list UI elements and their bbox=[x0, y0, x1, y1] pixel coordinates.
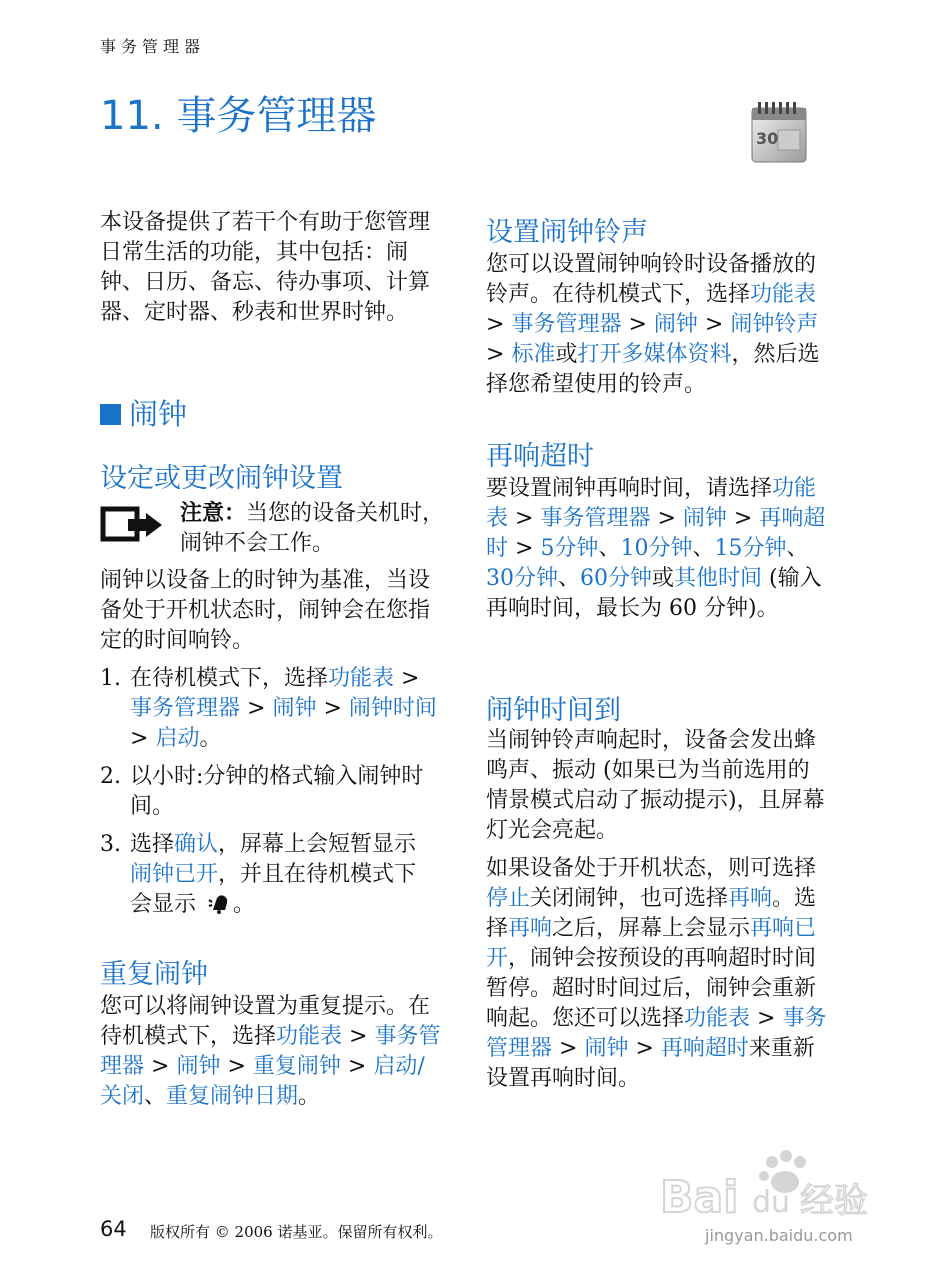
link-15min[interactable]: 15分钟 bbox=[714, 536, 787, 561]
step-number: 1. bbox=[100, 666, 121, 691]
step-number: 3. bbox=[100, 832, 121, 857]
heading-set-alarm: 设定或更改闹钟设置 bbox=[100, 463, 343, 494]
link-10min[interactable]: 10分钟 bbox=[620, 536, 693, 561]
link-repeat-alarm[interactable]: 重复闹钟 bbox=[252, 1054, 341, 1079]
link-alarm-on[interactable]: 闹钟已开 bbox=[130, 862, 219, 887]
heading-ringtone: 设置闹钟铃声 bbox=[486, 217, 648, 248]
link-snooze-on[interactable]: 再响已开 bbox=[486, 916, 817, 971]
alarm-time-paragraph-2: 如果设备处于开机状态，则可选择停止关闭闹钟，也可选择再响。选择再响之后，屏幕上会显示再响已开，闹钟会按预设的再响超时时间暂停。超时时间过后，闹钟会重新响起。您还可以选择功能表 > 事务管理器 > 闹钟 > 再响超时来重新设置再响时间。 bbox=[486, 856, 827, 1091]
running-header: 事务管理器 bbox=[100, 37, 206, 56]
link-open-gallery[interactable]: 打开多媒体资料 bbox=[577, 342, 732, 367]
heading-repeat-alarm: 重复闹钟 bbox=[100, 959, 208, 990]
link-alarm[interactable]: 闹钟 bbox=[272, 696, 317, 721]
alarm-bell-icon bbox=[207, 894, 233, 914]
link-menu[interactable]: 功能表 bbox=[328, 666, 395, 691]
alarm-time-paragraph-1: 当闹钟铃声响起时，设备会发出蜂鸣声、振动 (如果已为当前选用的情景模式启动了振动提示)，且屏幕灯光会亮起。 bbox=[486, 728, 825, 843]
page-number: 64 bbox=[100, 1217, 127, 1241]
calendar-icon bbox=[748, 100, 812, 166]
link-stop[interactable]: 停止 bbox=[486, 886, 531, 911]
link-organizer[interactable]: 事务管理器 bbox=[100, 1024, 441, 1079]
alarm-basis-paragraph: 闹钟以设备上的时钟为基准，当设备处于开机状态时，闹钟会在您指定的时间响铃。 bbox=[100, 568, 431, 653]
link-start-close[interactable]: 启动/关闭 bbox=[100, 1054, 425, 1109]
link-menu[interactable]: 功能表 bbox=[486, 476, 817, 531]
ringtone-paragraph: 您可以设置闹钟响铃时设备播放的铃声。在待机模式下，选择功能表 > 事务管理器 > 闹钟 > 闹钟铃声 > 标准或打开多媒体资料，然后选择您希望使用的铃声。 bbox=[486, 252, 820, 397]
svg-text:经验: 经验 bbox=[800, 1181, 868, 1221]
svg-text:du: du bbox=[752, 1185, 791, 1220]
note-hand-icon bbox=[100, 505, 164, 545]
section-heading-alarm: 闹钟 bbox=[100, 392, 187, 433]
chapter-title: 11. 事务管理器 bbox=[100, 93, 377, 139]
step-2: 以小时:分钟的格式输入闹钟时间。 bbox=[130, 764, 424, 819]
link-standard[interactable]: 标准 bbox=[511, 342, 556, 367]
svg-text:30: 30 bbox=[756, 129, 779, 148]
link-snooze[interactable]: 再响 bbox=[508, 916, 553, 941]
link-alarm[interactable]: 闹钟 bbox=[682, 506, 727, 531]
link-snooze[interactable]: 再响 bbox=[728, 886, 773, 911]
heading-snooze: 再响超时 bbox=[486, 441, 594, 472]
link-organizer[interactable]: 事务管理器 bbox=[486, 1006, 827, 1061]
link-start[interactable]: 启动 bbox=[155, 726, 200, 751]
link-other-time[interactable]: 其他时间 bbox=[674, 566, 763, 591]
link-alarm[interactable]: 闹钟 bbox=[584, 1036, 629, 1061]
heading-square-icon bbox=[100, 404, 121, 425]
watermark-url: jingyan.baidu.com bbox=[705, 1226, 853, 1245]
intro-paragraph: 本设备提供了若干个有助于您管理日常生活的功能，其中包括：闹钟、日历、备忘、待办事项、计算器、定时器、秒表和世界时钟。 bbox=[100, 210, 431, 325]
link-30min[interactable]: 30分钟 bbox=[486, 566, 558, 591]
link-alarm-time[interactable]: 闹钟时间 bbox=[348, 696, 437, 721]
step-1: 在待机模式下，选择功能表 > 事务管理器 > 闹钟 > 闹钟时间 > 启动。 bbox=[130, 666, 437, 751]
step-3: 选择确认，屏幕上会短暂显示闹钟已开，并且在待机模式下会显示 。 bbox=[130, 832, 417, 917]
copyright: 版权所有 © 2006 诺基亚。保留所有权利。 bbox=[150, 1223, 443, 1241]
link-organizer[interactable]: 事务管理器 bbox=[511, 312, 622, 337]
link-confirm[interactable]: 确认 bbox=[174, 832, 219, 857]
link-repeat-days[interactable]: 重复闹钟日期 bbox=[166, 1084, 299, 1109]
link-alarm[interactable]: 闹钟 bbox=[176, 1054, 221, 1079]
note-label: 注意： bbox=[180, 500, 247, 526]
step-number: 2. bbox=[100, 764, 121, 789]
link-alarm-tone[interactable]: 闹钟铃声 bbox=[730, 312, 819, 337]
link-organizer[interactable]: 事务管理器 bbox=[130, 696, 241, 721]
link-snooze-timeout[interactable]: 再响超时 bbox=[486, 506, 826, 561]
link-5min[interactable]: 5分钟 bbox=[540, 536, 599, 561]
heading-alarm-time-up: 闹钟时间到 bbox=[486, 695, 621, 726]
link-menu[interactable]: 功能表 bbox=[276, 1024, 343, 1049]
snooze-paragraph: 要设置闹钟再响时间，请选择功能表 > 事务管理器 > 闹钟 > 再响超时 > 5分钟、10分钟、15分钟、30分钟、60分钟或其他时间 (输入再响时间，最长为 60 分钟)。 bbox=[486, 476, 826, 621]
link-alarm[interactable]: 闹钟 bbox=[653, 312, 698, 337]
link-organizer[interactable]: 事务管理器 bbox=[540, 506, 651, 531]
note-text: 当您的设备关机时，闹钟不会工作。 bbox=[180, 501, 445, 556]
note-paragraph bbox=[180, 498, 445, 559]
repeat-alarm-paragraph: 您可以将闹钟设置为重复提示。在待机模式下，选择功能表 > 事务管理器 > 闹钟 > 重复闹钟 > 启动/关闭、重复闹钟日期。 bbox=[100, 994, 441, 1109]
link-menu[interactable]: 功能表 bbox=[684, 1006, 751, 1031]
link-snooze-timeout[interactable]: 再响超时 bbox=[660, 1036, 749, 1061]
link-menu[interactable]: 功能表 bbox=[750, 282, 817, 307]
svg-text:Bai: Bai bbox=[660, 1172, 739, 1223]
link-60min[interactable]: 60分钟 bbox=[580, 566, 653, 591]
